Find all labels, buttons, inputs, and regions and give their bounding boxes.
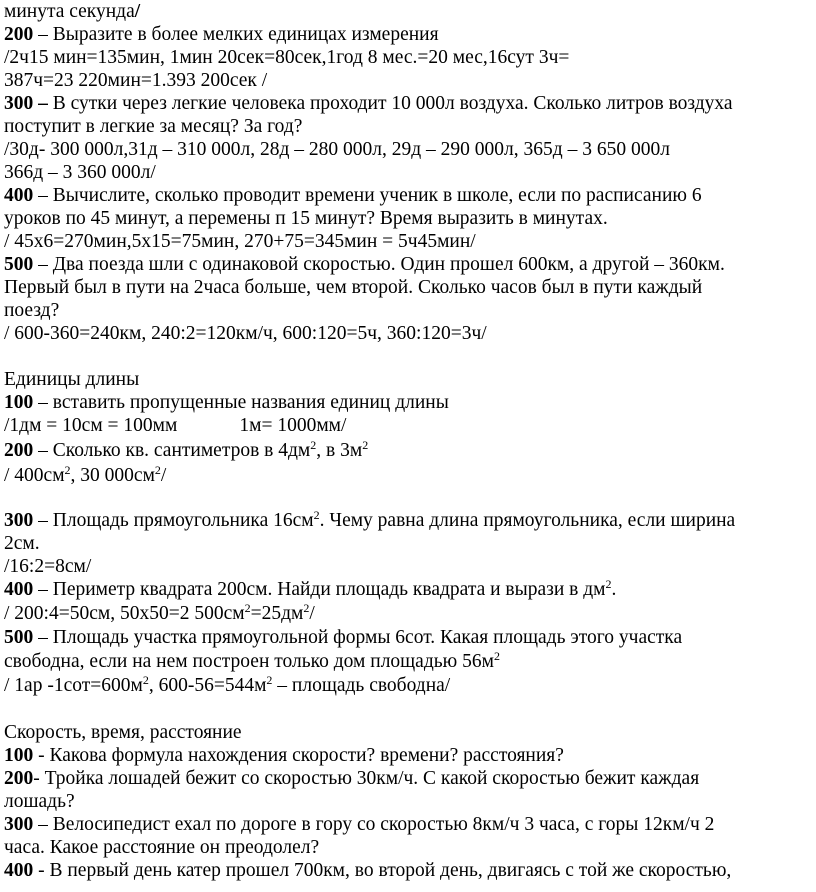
length-q100: 100 – вставить пропущенные названия единиц длины [4,392,449,413]
speed-q200-line1: 200- Тройка лошадей бежит со скоростью 30км/ч. С какой скоростью бежит каждая [4,768,700,789]
length-a400: / 200:4=50см, 50х50=2 $500см^2=25дм^2/$ [4,601,315,624]
time-a200-line1: /2ч15 мин=135мин, 1мин 20сек=80сек,1год 8 мес.=20 мес,16сут 3ч= [4,47,570,68]
time-q300-line1: 300 – В сутки через легкие человека проходит 10 000л воздуха. Сколько литров воздуха [4,93,733,114]
time-q400-line2: уроков по 45 минут, а перемены п 15 минут? Время выразить в минутах. [4,208,608,229]
time-a500: / 600-360=240км, 240:2=120км/ч, 600:120=5ч, 360:120=3ч/ [4,323,487,344]
length-a100: /1дм = 10см = 100мм 1м= 1000мм/ [4,415,347,436]
length-q300-line2: 2см. [4,533,40,554]
length-a200: / $400см^2$, 30 $000см^2/$ [4,463,167,486]
time-q200: 200 – Выразите в более мелких единицах измерения [4,24,439,45]
length-q200: 200 – Сколько кв. сантиметров в $4дм^2$, в $3м^2$ [4,438,369,461]
length-heading: Единицы длины [4,369,140,390]
length-q500-line2: свободна, если на нем построен только дом площадью $56м^2$ [4,649,500,672]
time-a300-line1: /30д- 300 000л,31д – 310 000л, 28д – 280 000л, 29д – 290 000л, 365д – 3 650 000л [4,139,670,160]
length-q400: 400 – Периметр квадрата 200см. Найди площадь квадрата и вырази в $дм^2$. [4,577,617,600]
speed-q300-line1: 300 – Велосипедист ехал по дороге в гору со скоростью 8км/ч 3 часа, с горы 12км/ч 2 [4,814,715,835]
speed-q200-line2: лошадь? [4,791,75,812]
speed-q100: 100 - Какова формула нахождения скорости? времени? расстояния? [4,745,564,766]
time-a200-line2: 387ч=23 220мин=1.393 200сек / [4,70,268,91]
time-q300-line2: поступит в легкие за месяц? За год? [4,116,303,137]
length-q500-line1: 500 – Площадь участка прямоугольной формы 6сот. Какая площадь этого участка [4,627,683,648]
time-heading-tail: минута секунда/ [4,1,141,22]
time-q500-line2: Первый был в пути на 2часа больше, чем второй. Сколько часов был в пути каждый [4,277,703,298]
speed-q400-line1: 400 - В первый день катер прошел 700км, во второй день, двигаясь с той же скоростью, [4,860,732,881]
time-q500-line3: поезд? [4,300,60,321]
time-a300-line2: 366д – 3 360 000л/ [4,162,156,183]
length-a300: /16:2=8см/ [4,556,92,577]
length-a500: / 1ар $-1сот=600м^2$, $600-56=544м^2$ – площадь свободна/ [4,673,451,696]
time-a400: / 45х6=270мин,5х15=75мин, 270+75=345мин = 5ч45мин/ [4,231,476,252]
speed-heading: Скорость, время, расстояние [4,722,242,743]
time-q500-line1: 500 – Два поезда шли с одинаковой скоростью. Один прошел 600км, а другой – 360км. [4,254,725,275]
time-q400-line1: 400 – Вычислите, сколько проводит времени ученик в школе, если по расписанию 6 [4,185,702,206]
speed-q300-line2: часа. Какое расстояние он преодолел? [4,837,320,858]
length-q300-line1: 300 – Площадь прямоугольника $16см^2$. Чему равна длина прямоугольника, если ширина [4,508,736,531]
